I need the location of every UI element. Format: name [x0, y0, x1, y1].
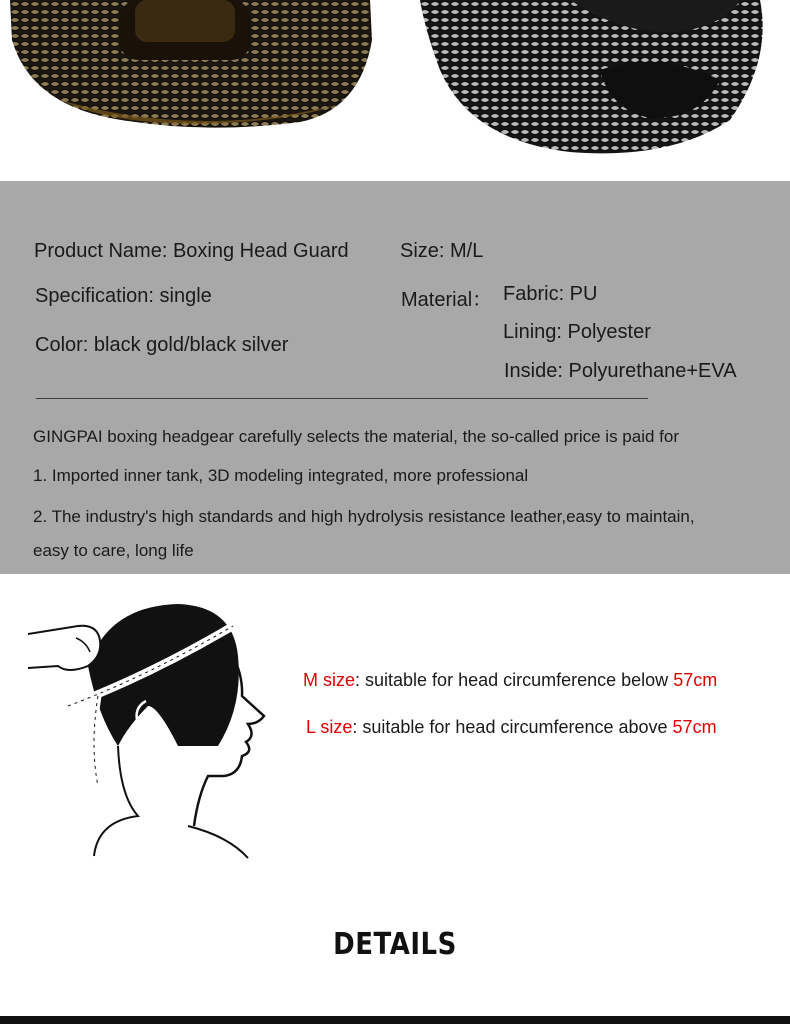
size-m-text: : suitable for head circumference below: [355, 670, 674, 690]
head-measurement-illustration: [28, 596, 278, 862]
size-l-value: 57cm: [672, 717, 717, 737]
spec-specification: Specification: single: [35, 285, 212, 307]
description-point-2: 2. The industry's high standards and high hydrolysis resistance leather,easy to maintain,: [33, 507, 695, 526]
spec-fabric: Fabric: PU: [503, 283, 598, 305]
details-heading: DETAILS: [333, 927, 457, 963]
product-photo-black-gold: [0, 0, 390, 170]
product-photo-black-silver: [400, 0, 790, 170]
description-point-2-cont: easy to care, long life: [33, 541, 194, 560]
spec-color: Color: black gold/black silver: [35, 334, 289, 356]
spec-size: Size: M/L: [400, 240, 484, 262]
size-l-text: : suitable for head circumference above: [352, 717, 673, 737]
spec-lining: Lining: Polyester: [503, 321, 651, 343]
spec-inside: Inside: Polyurethane+EVA: [504, 360, 737, 382]
description-point-1: 1. Imported inner tank, 3D modeling integrated, more professional: [33, 466, 529, 485]
size-l-label: L size: [306, 717, 353, 737]
spec-material-label: Material：: [401, 289, 493, 311]
size-m-value: 57cm: [673, 670, 718, 690]
size-m-line: [303, 670, 717, 691]
spec-product-name: Product Name: Boxing Head Guard: [34, 240, 349, 262]
description-intro: GINGPAI boxing headgear carefully selects the material, the so-called price is paid for: [33, 427, 679, 446]
details-image-top-edge: [0, 1016, 790, 1024]
spec-divider: ———————————————————————————————————————————————: [36, 389, 647, 405]
size-l-line: [306, 717, 717, 738]
size-m-label: M size: [303, 670, 356, 690]
